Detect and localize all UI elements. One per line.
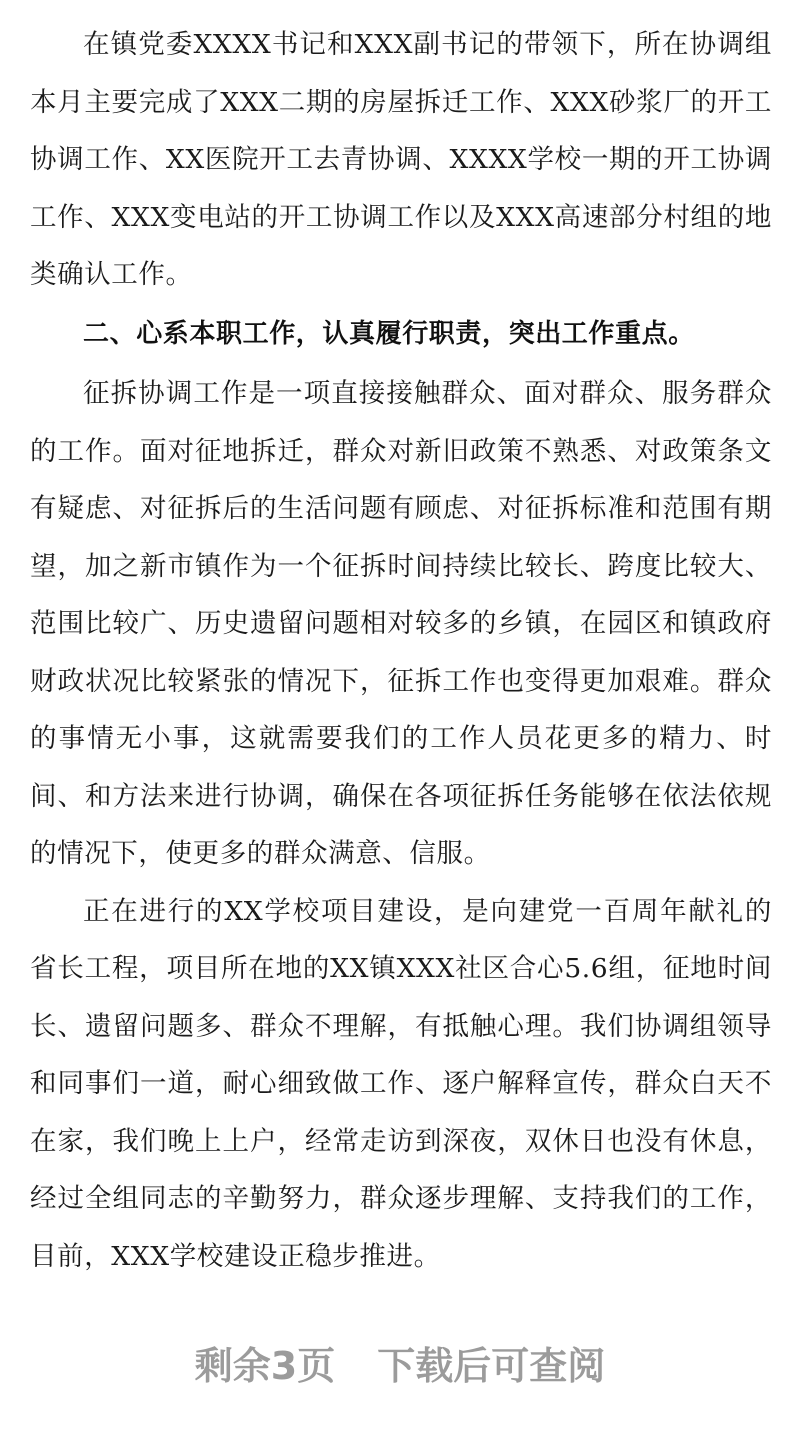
document-body [30,16,772,1285]
paragraph-work-summary: 在镇党委XXXX书记和XXX副书记的带领下，所在协调组本月主要完成了XXX二期的房屋拆迁工作、XXX砂浆厂的开工协调工作、XX医院开工去青协调、XXXX学校一期的开工协调工作、XXX变电站的开工协调工作以及XXX高速部分村组的地类确认工作。 [30,29,772,290]
download-hint-text: 下载后可查阅 [377,1344,606,1388]
paragraph-school-project: 正在进行的XX学校项目建设，是向建党一百周年献礼的省长工程，项目所在地的XX镇XXX社区合心5.6组，征地时间长、遗留问题多、群众不理解，有抵触心理。我们协调组领导和同事们一道，耐心细致做工作、逐户解释宣传，群众白天不在家，我们晚上上户，经常走访到深夜，双休日也没有休息，经过全组同志的辛勤努力，群众逐步理解、支持我们的工作，目前，XXX学校建设正稳步推进。 [30,895,772,1272]
remaining-pages-text: 剩余3页 [194,1344,336,1388]
paragraph-coordination-work: 征拆协调工作是一项直接接触群众、面对群众、服务群众的工作。面对征地拆迁，群众对新旧政策不熟悉、对政策条文有疑虑、对征拆后的生活问题有顾虑、对征拆标准和范围有期望，加之新市镇作为一个征拆时间持续比较长、跨度比较大、范围比较广、历史遗留问题相对较多的乡镇，在园区和镇政府财政状况比较紧张的情况下，征拆工作也变得更加艰难。群众的事情无小事，这就需要我们的工作人员花更多的精力、时间、和方法来进行协调，确保在各项征拆任务能够在依法依规的情况下，使更多的群众满意、信服。 [30,378,772,869]
section-heading: 二、心系本职工作，认真履行职责，突出工作重点。 [83,318,695,349]
download-prompt-banner[interactable] [0,1338,800,1394]
